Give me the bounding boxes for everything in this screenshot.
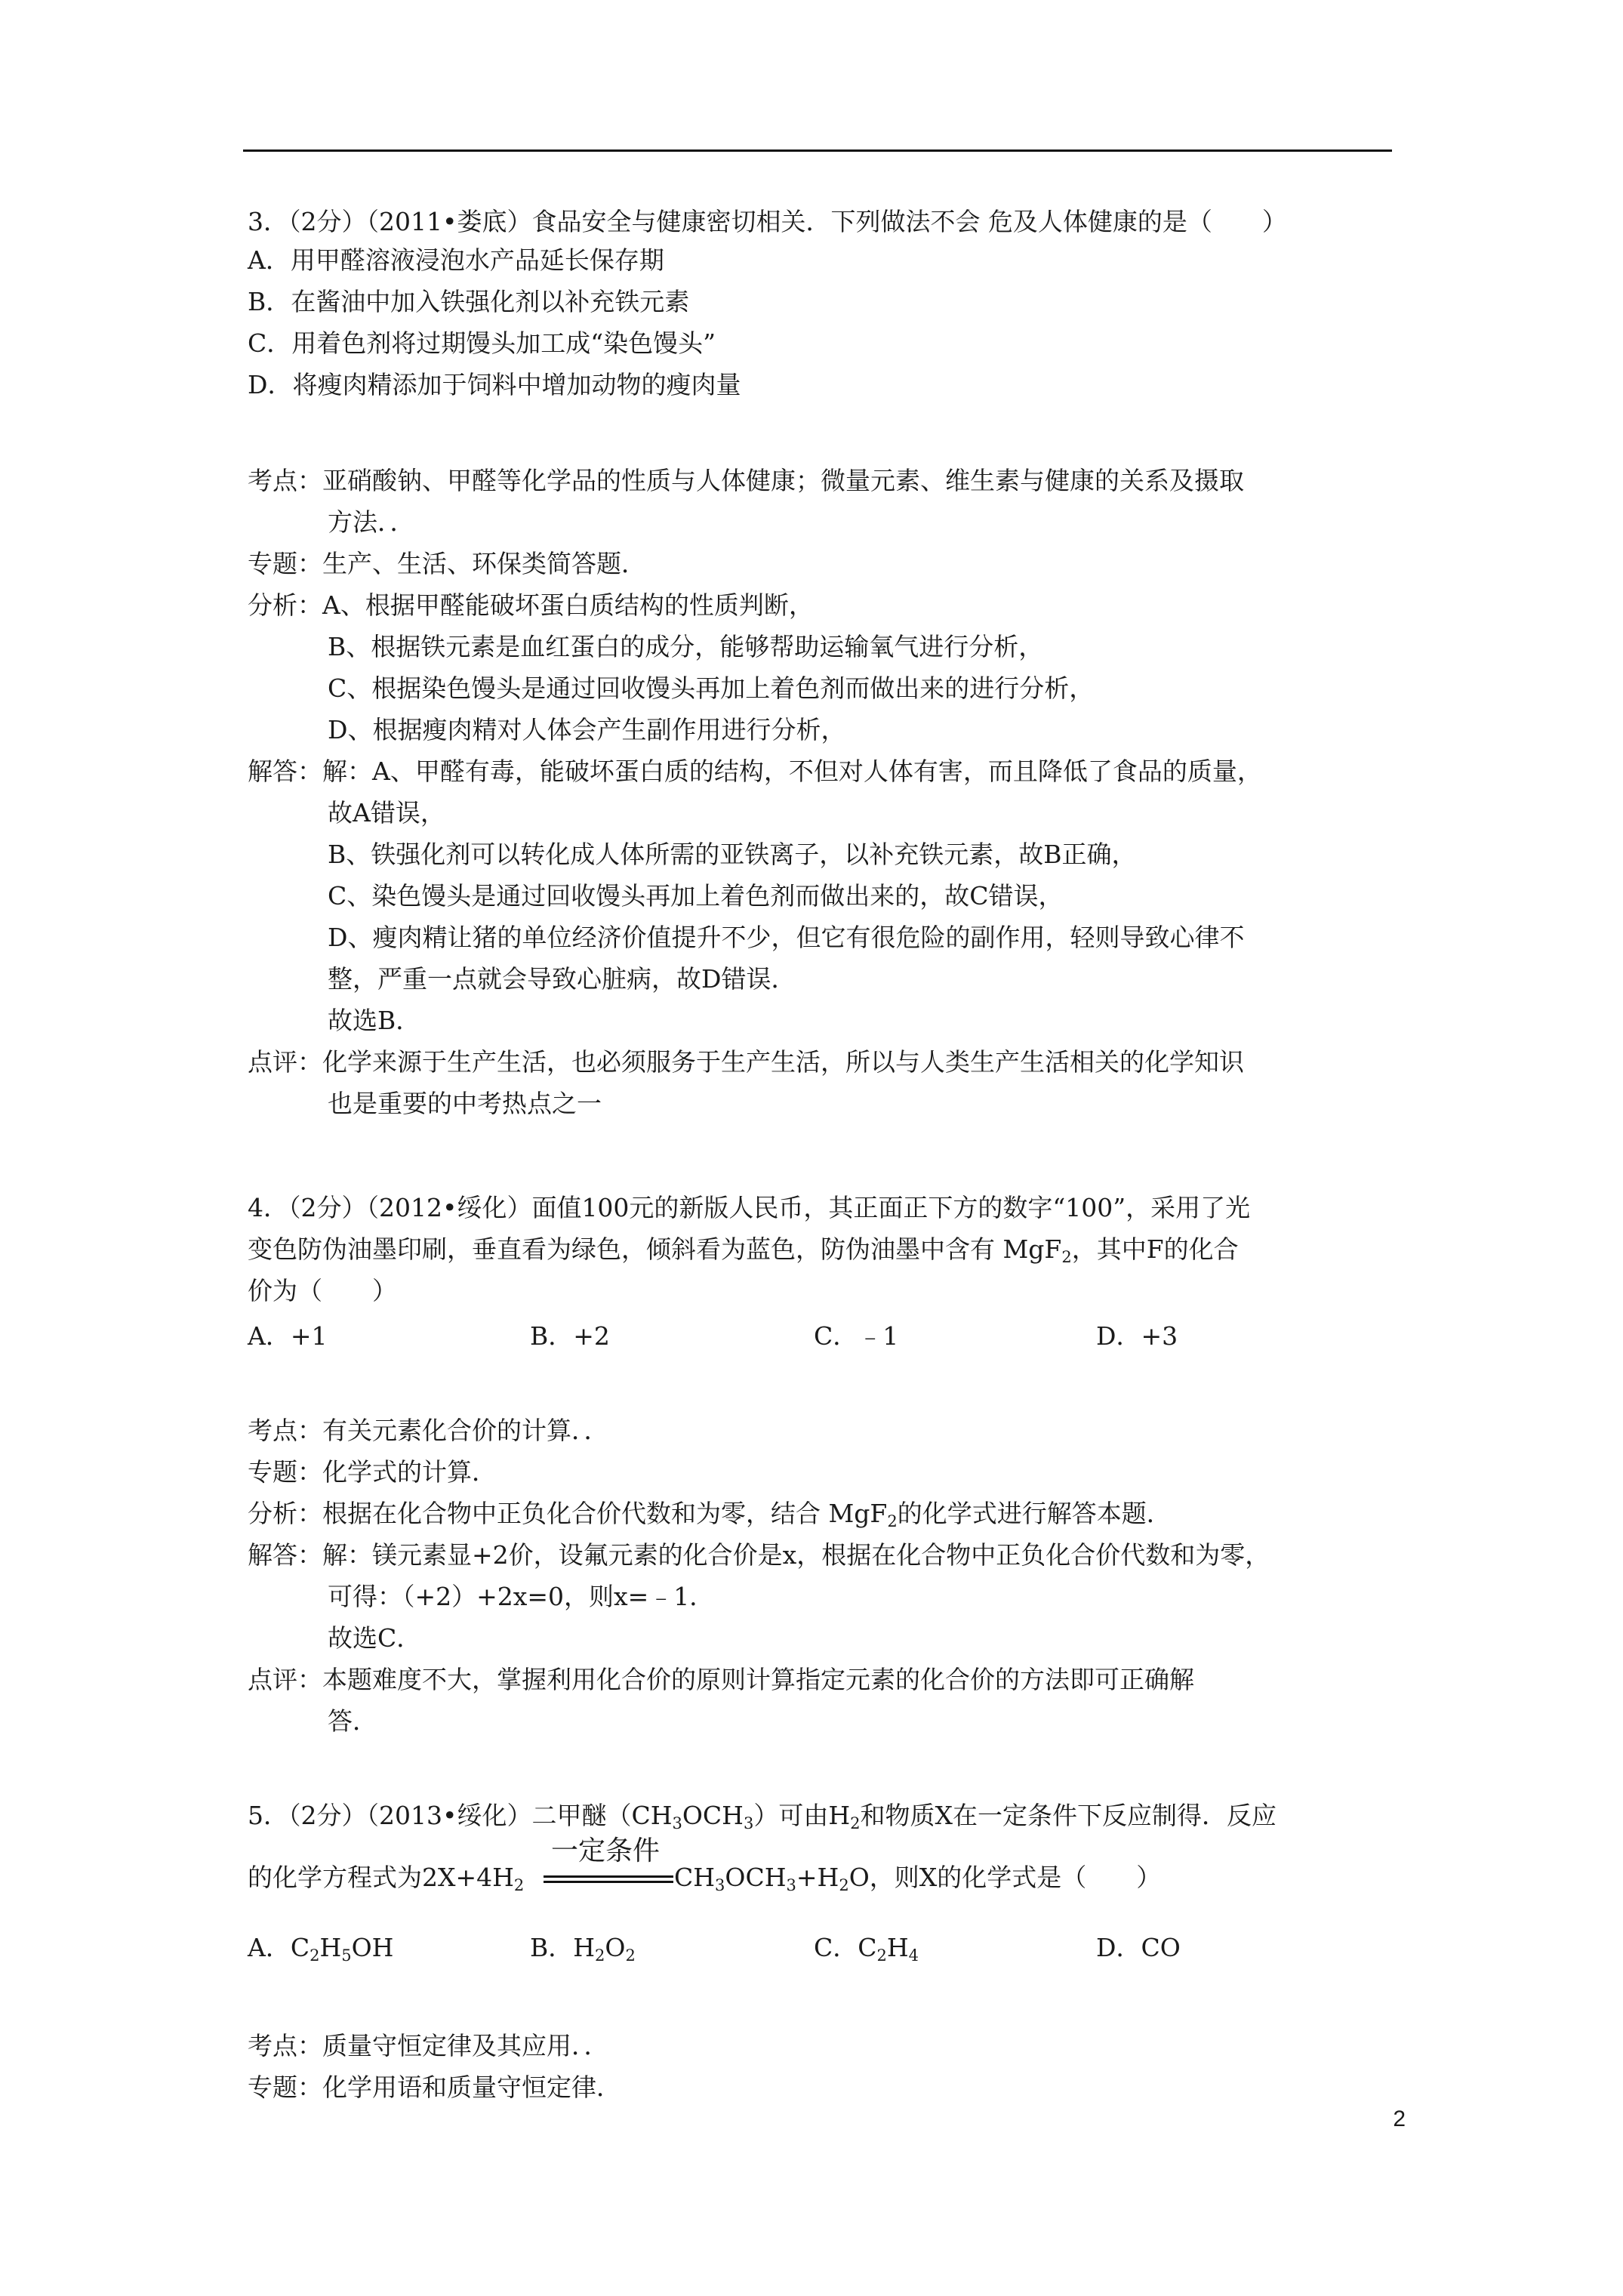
q3-jieda-3: B、铁强化剂可以转化成人体所需的亚铁离子，以补充铁元素，故B正确， [328, 840, 1137, 869]
q3-option-b: B．在酱油中加入铁强化剂以补充铁元素 [248, 287, 690, 316]
q5-kaodian: 考点：质量守恒定律及其应用．． [248, 2031, 609, 2060]
q4-fenxi: 分析：根据在化合物中正负化合价代数和为零，结合 MgF$_2$的化学式进行解答本题． [248, 1499, 1172, 1530]
q4-jieda-3: 故选C． [328, 1623, 422, 1653]
q4-stem-2 [248, 1234, 1239, 1265]
q4-dianping-cont: 答． [328, 1706, 377, 1736]
q5-option-b: B．$H_2O_2$ [530, 1933, 636, 1965]
q3-kaodian: 考点：亚硝酸钠、甲醛等化学品的性质与人体健康；微量元素、维生素与健康的关系及摄取 [248, 466, 1244, 495]
q3-option-d: D．将瘦肉精添加于饲料中增加动物的瘦肉量 [248, 370, 741, 399]
q4-kaodian: 考点：有关元素化合价的计算．． [248, 1416, 609, 1445]
q5-zhuanti: 专题：化学用语和质量守恒定律． [248, 2073, 621, 2102]
q4-option-d: D．+3 [1096, 1321, 1178, 1351]
q3-stem: 3．（2分）（2011•娄底）食品安全与健康密切相关．下列做法不会 危及人体健康的是（ ） [248, 207, 1287, 236]
q4-jieda-1: 解答：解：镁元素显+2价，设氟元素的化合价是x，根据在化合物中正负化合价代数和为零， [248, 1540, 1270, 1570]
q4-zhuanti: 专题：化学式的计算． [248, 1457, 497, 1487]
q5-option-a: A．$C_2H_5OH$ [248, 1933, 394, 1965]
q3-kaodian-cont: 方法．． [328, 507, 415, 537]
q3-dianping: 点评：化学来源于生产生活，也必须服务于生产生活，所以与人类生产生活相关的化学知识 [248, 1047, 1244, 1077]
q3-fenxi-a: 分析：A、根据甲醛能破坏蛋白质结构的性质判断， [248, 590, 814, 620]
q3-jieda-2: 故A错误， [328, 798, 445, 827]
q5-equation-right: $CH_3OCH_3+H_2O$，则X的化学式是（ ） [674, 1863, 1162, 1894]
q3-jieda-6: 整，严重一点就会导致心脏病，故D错误． [328, 964, 796, 994]
q4-stem-3: 价为（ ） [248, 1276, 397, 1305]
q4-option-c: C．﹣1 [814, 1321, 899, 1351]
q3-jieda-4: C、染色馒头是通过回收馒头再加上着色剂而做出来的，故C错误， [328, 881, 1064, 911]
header-rule [243, 149, 1392, 152]
q3-fenxi-b: B、根据铁元素是血红蛋白的成分，能够帮助运输氧气进行分析， [328, 632, 1044, 661]
page-number: 2 [1393, 2106, 1406, 2131]
q4-jieda-2: 可得：（+2）+2x=0，则x=﹣1． [328, 1582, 715, 1611]
q3-option-c: C．用着色剂将过期馒头加工成“染色馒头” [248, 328, 716, 358]
q4-stem-1: 4．（2分）（2012•绥化）面值100元的新版人民币，其正面正下方的数字“100”，采用了光 [248, 1193, 1251, 1222]
q3-fenxi-d: D、根据瘦肉精对人体会产生副作用进行分析， [328, 715, 846, 744]
q4-fenxi-formula: MgF$_2$ [828, 1499, 898, 1530]
q3-jieda-5: D、瘦肉精让猪的单位经济价值提升不少，但它有很危险的副作用，轻则导致心律不 [328, 923, 1245, 952]
q4-option-a: A．+1 [248, 1321, 328, 1351]
q5-option-c: C．$C_2H_4$ [814, 1933, 919, 1965]
q4-formula-mgf2: MgF$_2$ [1002, 1234, 1072, 1266]
q4-stem-2-tail: ，其中F的化合 [1071, 1234, 1239, 1264]
q5-equals-bar-top [544, 1875, 673, 1878]
q5-stem-1: 5．（2分）（2013•绥化）二甲醚$(CH_3OCH_3)$可由$H_2$和物质X在一定条件下反应制得．反应 [248, 1801, 1277, 1832]
q3-zhuanti: 专题：生产、生活、环保类简答题． [248, 549, 646, 578]
q5-option-d: D．CO [1096, 1933, 1181, 1962]
q3-jieda-7: 故选B． [328, 1006, 421, 1035]
q3-option-a: A．用甲醛溶液浸泡水产品延长保存期 [248, 245, 664, 275]
q3-jieda-1: 解答：解：A、甲醛有毒，能破坏蛋白质的结构，不但对人体有害，而且降低了食品的质量， [248, 757, 1262, 786]
q5-reaction-condition: 一定条件 [551, 1835, 661, 1866]
q4-stem-2-text: 变色防伪油墨印刷，垂直看为绿色，倾斜看为蓝色，防伪油墨中含有 [248, 1234, 995, 1264]
q3-fenxi-c: C、根据染色馒头是通过回收馒头再加上着色剂而做出来的进行分析， [328, 673, 1095, 703]
q4-option-b: B．+2 [530, 1321, 610, 1351]
q4-dianping: 点评：本题难度不大，掌握利用化合价的原则计算指定元素的化合价的方法即可正确解 [248, 1665, 1194, 1694]
q5-equals-bar-bottom [544, 1881, 673, 1883]
q5-equation-left: 的化学方程式为$2X+4H_2$ [248, 1863, 525, 1894]
q3-dianping-cont: 也是重要的中考热点之一 [328, 1089, 602, 1118]
